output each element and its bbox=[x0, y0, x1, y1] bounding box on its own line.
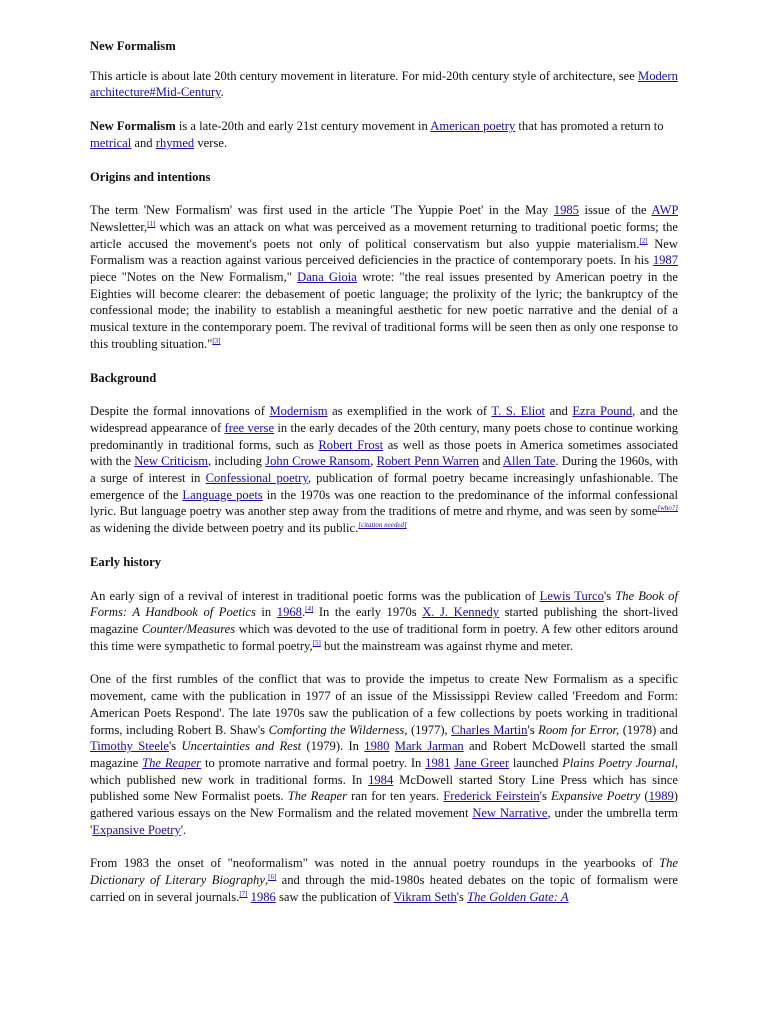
link-1984[interactable]: 1984 bbox=[368, 772, 394, 787]
link-1968[interactable]: 1968 bbox=[276, 605, 302, 620]
footnote-ref bbox=[239, 890, 247, 898]
link-the-reaper[interactable]: The Reaper bbox=[142, 755, 202, 770]
footnote-link-1[interactable]: [1] bbox=[147, 219, 156, 228]
footnote-ref bbox=[313, 639, 321, 647]
link-1980[interactable]: 1980 bbox=[364, 739, 390, 754]
book-title: Room for Error, bbox=[538, 722, 620, 737]
footnote-link-2[interactable]: [2] bbox=[639, 236, 648, 245]
footnote-ref bbox=[358, 521, 406, 529]
early-paragraph-1: An early sign of a revival of interest in traditional poetic forms was the publication of Lewis Turco's The Book of Forms: A Handbook of Poetics in 1968.[4] In the early 1970s X. J. Kennedy started publishing the short-lived magazine Counter/Measures which was devoted to the use of traditional form in poetry. A few other editors around this time were sympathetic to formal poetry,[5] but the mainstream was against rhyme and meter. bbox=[90, 588, 678, 653]
footnote-link-4[interactable]: [4] bbox=[305, 605, 314, 614]
book-title: The Dictionary of Literary Biography bbox=[90, 856, 678, 888]
link-1989[interactable]: 1989 bbox=[648, 789, 674, 804]
link-the-golden-gate[interactable]: The Golden Gate: A bbox=[467, 889, 569, 904]
article-title: New Formalism bbox=[90, 39, 176, 53]
link-timothy-steele[interactable]: Timothy Steele bbox=[90, 739, 169, 754]
link-dana-gioia[interactable]: Dana Gioia bbox=[297, 270, 357, 285]
hatnote: This article is about late 20th century movement in literature. For mid-20th century style of architecture, see Modern architecture#Mid-Century. bbox=[90, 68, 678, 100]
book-title: The Book of Forms: A Handbook of Poetics bbox=[90, 588, 678, 620]
link-xj-kennedy[interactable]: X. J. Kennedy bbox=[422, 605, 500, 620]
footnote-link-3[interactable]: [3] bbox=[212, 336, 221, 345]
link-allen-tate[interactable]: Allen Tate bbox=[502, 454, 556, 469]
heading-background: Background bbox=[90, 370, 157, 385]
link-robert-frost[interactable]: Robert Frost bbox=[318, 437, 384, 452]
link-robert-penn-warren[interactable]: Robert Penn Warren bbox=[376, 454, 479, 469]
book-title: Comforting the Wilderness, bbox=[268, 722, 408, 737]
link-1981[interactable]: 1981 bbox=[425, 755, 451, 770]
magazine-title: The Reaper bbox=[287, 789, 348, 804]
link-metrical[interactable]: metrical bbox=[90, 135, 132, 150]
footnote-ref bbox=[212, 337, 220, 345]
background-paragraph: Despite the formal innovations of Modernism as exemplified in the work of T. S. Eliot and Ezra Pound, and the widespread appearance of free verse in the early decades of the 20th century, many poets chose to continue working predominantly in traditional forms, such as Robert Frost as well as those poets in America sometimes associated with the New Criticism, including John Crowe Ransom, Robert Penn Warren and Allen Tate. During the 1960s, with a surge of interest in Confessional poetry, publication of formal poetry became increasingly unfashionable. The emergence of the Language poets in the 1970s was one reaction to the predominance of the informal confessional lyric. But language poetry was another step away from the traditions of metre and rhyme, and was seen by some[who?] as widening the divide between poetry and its public.[citation needed] bbox=[90, 404, 679, 536]
who-link[interactable]: [who?] bbox=[657, 504, 678, 513]
link-1987[interactable]: 1987 bbox=[652, 253, 678, 268]
footnote-ref bbox=[639, 237, 647, 245]
link-charles-martin[interactable]: Charles Martin bbox=[451, 722, 528, 737]
link-awp[interactable]: AWP bbox=[651, 203, 678, 218]
footnote-link-6[interactable]: [6] bbox=[268, 873, 277, 882]
link-jane-greer[interactable]: Jane Greer bbox=[454, 755, 510, 770]
footnote-link-5[interactable]: [5] bbox=[312, 638, 321, 647]
link-new-narrative[interactable]: New Narrative bbox=[472, 806, 548, 821]
link-1986[interactable]: 1986 bbox=[250, 889, 276, 904]
journal-title: Plains Poetry Journal bbox=[562, 755, 675, 770]
footnote-ref bbox=[657, 504, 678, 512]
link-vikram-seth[interactable]: Vikram Seth bbox=[393, 889, 457, 904]
link-american-poetry[interactable]: American poetry bbox=[430, 119, 516, 134]
article bbox=[90, 38, 678, 906]
link-ts-eliot[interactable]: T. S. Eliot bbox=[491, 404, 546, 419]
citation-needed-link[interactable]: [citation needed] bbox=[358, 521, 407, 530]
book-title: Uncertainties and Rest bbox=[181, 739, 302, 754]
link-modern-architecture[interactable]: Modern architecture#Mid-Century bbox=[90, 68, 678, 100]
link-new-criticism[interactable]: New Criticism bbox=[134, 454, 209, 469]
link-1985[interactable]: 1985 bbox=[553, 203, 579, 218]
link-rhymed[interactable]: rhymed bbox=[155, 135, 195, 150]
heading-origins: Origins and intentions bbox=[90, 169, 211, 184]
origins-paragraph: The term 'New Formalism' was first used in the article 'The Yuppie Poet' in the May 1985 issue of the AWP Newsletter,[1] which was an attack on what was perceived as a movement returning to traditional poetic forms; the article accused the movement's poets not only of political conservatism but also yuppie materialism.[2] New Formalism was a reaction against various perceived deficiencies in the practice of contemporary poets. In his 1987 piece "Notes on the New Formalism," Dana Gioia wrote: "the real issues presented by American poetry in the Eighties will become clearer: the debasement of poetic language; the prolixity of the lyric; the bankruptcy of the confessional mode; the inability to establish a meaningful aesthetic for new poetic narrative and the denial of a musical texture in the contemporary poem. The revival of traditional forms will be seen then as only one response to this troubling situation."[3] bbox=[90, 203, 678, 351]
book-title: Expansive Poetry bbox=[550, 789, 641, 804]
link-frederick-feirstein[interactable]: Frederick Feirstein bbox=[443, 789, 540, 804]
link-john-crowe-ransom[interactable]: John Crowe Ransom bbox=[265, 454, 371, 469]
footnote-link-7[interactable]: [7] bbox=[239, 889, 248, 898]
link-confessional-poetry[interactable]: Confessional poetry bbox=[205, 471, 308, 486]
early-paragraph-2: One of the first rumbles of the conflict that was to provide the impetus to create New Formalism as a specific movement, came with the publication in 1977 of an issue of the Mississippi Review called 'Freedom and Form: American Poets Respond'. The late 1970s saw the publication of a few collections by poets working in traditional forms, including Robert B. Shaw's Comforting the Wilderness, (1977), Charles Martin's Room for Error, (1978) and Timothy Steele's Uncertainties and Rest (1979). In 1980 Mark Jarman and Robert McDowell started the small magazine The Reaper to promote narrative and formal poetry. In 1981 Jane Greer launched Plains Poetry Journal, which published new work in traditional forms. In 1984 McDowell started Story Line Press which has since published some New Formalist poets. The Reaper ran for ten years. Frederick Feirstein's Expansive Poetry (1989) gathered various essays on the New Formalism and the related movement New Narrative, under the umbrella term 'Expansive Poetry'. bbox=[90, 672, 678, 837]
link-lewis-turco[interactable]: Lewis Turco bbox=[539, 588, 604, 603]
link-mark-jarman[interactable]: Mark Jarman bbox=[394, 739, 464, 754]
intro-bold-term: New Formalism bbox=[90, 119, 176, 134]
link-language-poets[interactable]: Language poets bbox=[182, 487, 263, 502]
link-free-verse[interactable]: free verse bbox=[224, 420, 275, 435]
link-modernism[interactable]: Modernism bbox=[269, 404, 328, 419]
early-paragraph-3: From 1983 the onset of "neoformalism" was noted in the annual poetry roundups in the yearbooks of The Dictionary of Literary Biography,[6] and through the mid-1980s heated debates on the topic of formalism were carried on in several journals.[7] 1986 saw the publication of Vikram Seth's The Golden Gate: A bbox=[90, 856, 678, 904]
link-ezra-pound[interactable]: Ezra Pound bbox=[572, 404, 633, 419]
link-expansive-poetry[interactable]: Expansive Poetry bbox=[92, 822, 181, 837]
magazine-title: Counter/Measures bbox=[141, 621, 236, 636]
intro-paragraph: New Formalism is a late-20th and early 21st century movement in American poetry that has promoted a return to metrical and rhymed verse. bbox=[90, 119, 664, 150]
heading-early-history: Early history bbox=[90, 554, 162, 569]
